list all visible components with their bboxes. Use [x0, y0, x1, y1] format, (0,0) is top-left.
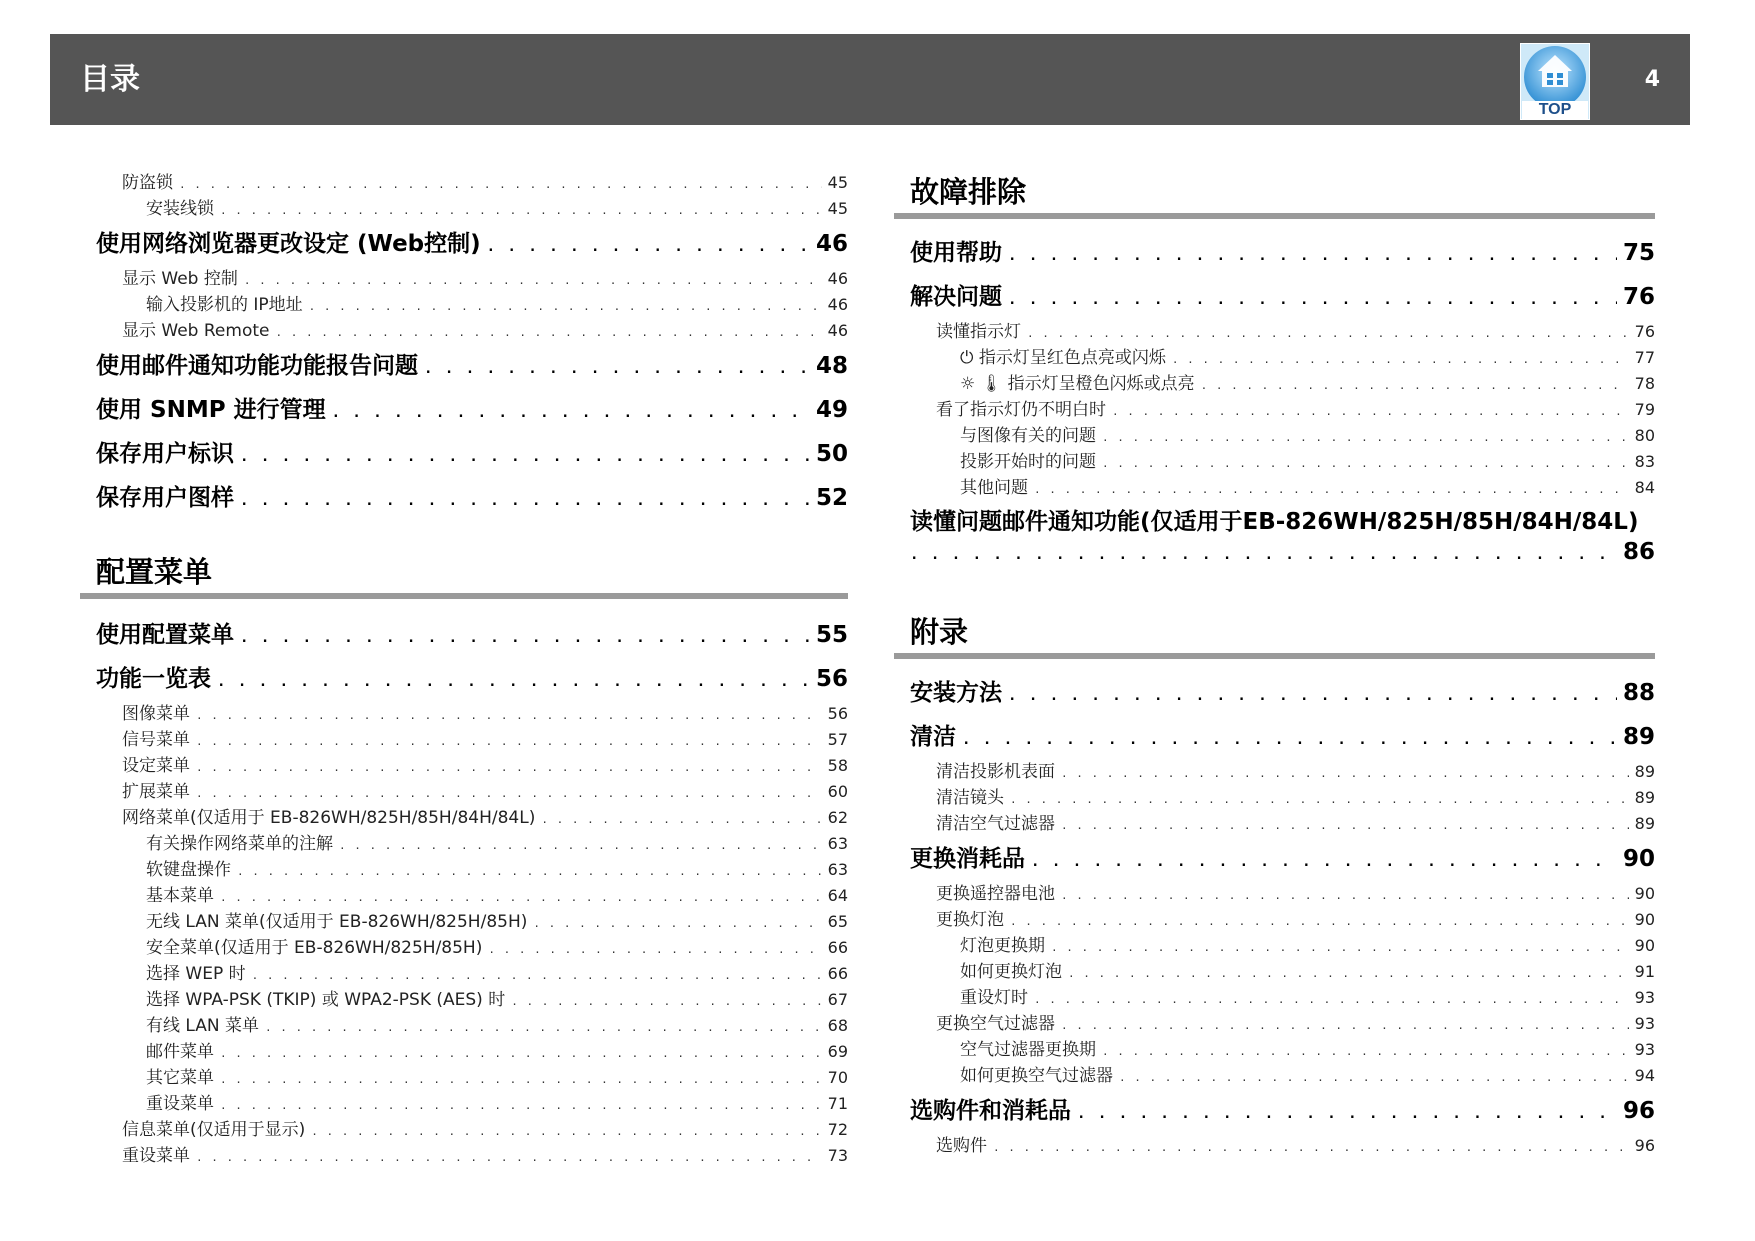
toc-entry-title: 邮件菜单	[146, 1042, 214, 1062]
dot-leader	[1034, 987, 1629, 1013]
toc-entry-title: 使用帮助	[910, 240, 1002, 266]
toc-entry[interactable]	[910, 959, 1655, 985]
dot-leader	[220, 1067, 822, 1093]
toc-entry-page: 76	[1622, 284, 1655, 310]
dot-leader	[309, 294, 822, 320]
toc-right-column	[910, 170, 1655, 1159]
toc-entry[interactable]	[96, 987, 848, 1013]
dot-leader	[1077, 1092, 1617, 1136]
toc-entry-page: 78	[1634, 374, 1655, 393]
toc-entry-title: ☼ 🌡 指示灯呈橙色闪烁或点亮	[960, 374, 1195, 394]
toc-entry-title: 有关操作网络菜单的注解	[146, 834, 333, 854]
toc-entry-title: 清洁	[910, 724, 956, 750]
toc-entry[interactable]	[910, 811, 1655, 837]
dot-leader	[488, 937, 821, 963]
toc-entry-title: 扩展菜单	[122, 782, 190, 802]
toc-entry[interactable]	[96, 1091, 848, 1117]
toc-entry[interactable]	[96, 961, 848, 987]
toc-entry-title: 软键盘操作	[146, 860, 231, 880]
toc-entry-page: 89	[1634, 788, 1655, 807]
toc-entry[interactable]	[910, 785, 1655, 811]
toc-entry-page: 66	[827, 964, 848, 983]
toc-entry-page: 90	[1634, 884, 1655, 903]
toc-entry-title: 安装线锁	[146, 199, 214, 219]
toc-entry-title: 清洁空气过滤器	[936, 814, 1055, 834]
section-heading-appendix: 附录	[894, 610, 1655, 659]
toc-entry-title: 安全菜单(仅适用于 EB-826WH/825H/85H)	[146, 938, 483, 958]
page-title: 目录	[80, 62, 140, 97]
toc-entry-page: 63	[827, 860, 848, 879]
toc-entry-page: 94	[1634, 1066, 1655, 1085]
toc-list	[910, 671, 1655, 1159]
dot-leader	[487, 225, 810, 269]
toc-entry-page: 46	[827, 321, 848, 340]
toc-entry-title: 空气过滤器更换期	[960, 1040, 1096, 1060]
toc-entry[interactable]	[96, 222, 848, 266]
toc-entry-page: 93	[1634, 1014, 1655, 1033]
toc-entry-page: 93	[1634, 1040, 1655, 1059]
dot-leader	[237, 859, 822, 885]
toc-entry-title: 读懂指示灯	[936, 322, 1021, 342]
dot-leader	[265, 1015, 822, 1041]
toc-entry[interactable]	[910, 907, 1655, 933]
section-heading-troubleshooting: 故障排除	[894, 170, 1655, 219]
toc-entry-title: 使用邮件通知功能功能报告问题	[96, 353, 418, 379]
dot-leader	[252, 963, 822, 989]
toc-entry[interactable]	[96, 753, 848, 779]
toc-entry-page: 70	[827, 1068, 848, 1087]
toc-entry[interactable]	[96, 727, 848, 753]
toc-entry-page: 84	[1634, 478, 1655, 497]
dot-leader	[1102, 425, 1629, 451]
toc-entry-page: 79	[1634, 400, 1655, 419]
dot-leader	[1112, 399, 1629, 425]
dot-leader	[220, 198, 822, 224]
toc-entry[interactable]	[910, 397, 1655, 423]
toc-entry[interactable]	[96, 805, 848, 831]
toc-entry[interactable]	[96, 292, 848, 318]
toc-entry[interactable]	[910, 837, 1655, 881]
toc-entry[interactable]	[910, 449, 1655, 475]
dot-leader	[275, 320, 821, 346]
toc-entry-title: 清洁投影机表面	[936, 762, 1055, 782]
toc-entry[interactable]	[96, 857, 848, 883]
toc-left-column	[96, 170, 848, 1169]
dot-leader	[196, 1145, 822, 1171]
toc-entry-page: 50	[815, 441, 848, 467]
toc-entry-title: 投影开始时的问题	[960, 452, 1096, 472]
toc-entry-title: 安装方法	[910, 680, 1002, 706]
toc-entry-title: 看了指示灯仍不明白时	[936, 400, 1106, 420]
toc-entry-page: 52	[815, 485, 848, 511]
toc-entry-title: 如何更换灯泡	[960, 962, 1062, 982]
toc-entry-title: 显示 Web Remote	[122, 321, 270, 341]
toc-entry[interactable]	[910, 1037, 1655, 1063]
toc-entry-title: 更换消耗品	[910, 846, 1025, 872]
dot-leader	[1010, 909, 1629, 935]
toc-entry-page: 83	[1634, 452, 1655, 471]
toc-entry-title: 更换灯泡	[936, 910, 1004, 930]
toc-entry-page: 45	[827, 173, 848, 192]
toc-entry-page: 66	[827, 938, 848, 957]
toc-entry[interactable]	[910, 715, 1655, 759]
dot-leader	[179, 172, 822, 198]
toc-entry-page: 62	[827, 808, 848, 827]
toc-entry-title: 图像菜单	[122, 704, 190, 724]
toc-entry-title: 读懂问题邮件通知功能(仅适用于EB-826WH/825H/85H/84H/84L)	[910, 509, 1639, 535]
toc-entry[interactable]	[96, 266, 848, 292]
toc-entry-title: 输入投影机的 IP地址	[146, 295, 303, 315]
dot-leader	[244, 268, 822, 294]
toc-entry-page: 69	[827, 1042, 848, 1061]
toc-entry[interactable]	[96, 831, 848, 857]
toc-entry[interactable]	[910, 319, 1655, 345]
toc-entry-page: 49	[815, 397, 848, 423]
toc-entry-title: 其它菜单	[146, 1068, 214, 1088]
dot-leader	[1061, 761, 1629, 787]
toc-entry-page: 63	[827, 834, 848, 853]
toc-entry-page: 68	[827, 1016, 848, 1035]
toc-entry-title: 使用 SNMP 进行管理	[96, 397, 326, 423]
toc-entry-page: 90	[1634, 936, 1655, 955]
toc-entry[interactable]	[910, 985, 1655, 1011]
dot-leader	[240, 479, 810, 523]
toc-entry-title: 如何更换空气过滤器	[960, 1066, 1113, 1086]
toc-entry[interactable]	[910, 933, 1655, 959]
toc-entry[interactable]	[96, 613, 848, 657]
toc-entry-title: 更换遥控器电池	[936, 884, 1055, 904]
dot-leader	[541, 807, 821, 833]
dot-leader	[311, 1119, 821, 1145]
toc-entry[interactable]	[96, 1065, 848, 1091]
toc-entry-title: 选择 WEP 时	[146, 964, 246, 984]
toc-entry-title: 选购件和消耗品	[910, 1098, 1071, 1124]
toc-list	[96, 613, 848, 1169]
dot-leader	[1201, 373, 1629, 399]
toc-entry-page: 91	[1634, 962, 1655, 981]
dot-leader	[511, 989, 821, 1015]
dot-leader	[1027, 321, 1629, 347]
toc-entry-title: 解决问题	[910, 284, 1002, 310]
dot-leader	[1102, 1039, 1629, 1065]
toc-entry-title: 保存用户图样	[96, 485, 234, 511]
toc-entry-page: 77	[1634, 348, 1655, 367]
toc-entry-title: 信息菜单(仅适用于显示)	[122, 1120, 306, 1140]
section-heading-config-menu: 配置菜单	[80, 550, 848, 599]
toc-entry-page: 76	[1634, 322, 1655, 341]
toc-entry-title: 信号菜单	[122, 730, 190, 750]
toc-entry[interactable]	[96, 779, 848, 805]
toc-entry-title: 保存用户标识	[96, 441, 234, 467]
toc-entry-page: 90	[1622, 846, 1655, 872]
dot-leader	[220, 885, 822, 911]
toc-entry[interactable]	[96, 344, 848, 388]
toc-entry[interactable]	[910, 1063, 1655, 1089]
dot-leader	[1031, 840, 1617, 884]
toc-entry[interactable]	[910, 371, 1655, 397]
toc-entry-title: 其他问题	[960, 478, 1028, 498]
toc-entry-page: 56	[827, 704, 848, 723]
dot-leader	[533, 911, 821, 937]
toc-entry-page: 89	[1634, 814, 1655, 833]
dot-leader	[240, 435, 810, 479]
toc-entry-title: 使用网络浏览器更改设定 (Web控制)	[96, 231, 481, 257]
toc-entry-title: 设定菜单	[122, 756, 190, 776]
dot-leader	[424, 347, 810, 391]
toc-entry-page: 46	[827, 295, 848, 314]
dot-leader	[1010, 787, 1629, 813]
toc-entry-page: 89	[1634, 762, 1655, 781]
toc-entry-page: 45	[827, 199, 848, 218]
toc-entry[interactable]	[910, 1133, 1655, 1159]
toc-entry-title: 与图像有关的问题	[960, 426, 1096, 446]
dot-leader	[1061, 883, 1629, 909]
toc-entry-page: 64	[827, 886, 848, 905]
toc-entry[interactable]	[96, 883, 848, 909]
dot-leader	[1051, 935, 1629, 961]
toc-entry[interactable]	[910, 345, 1655, 371]
toc-entry-page: 90	[1634, 910, 1655, 929]
toc-entry[interactable]	[910, 881, 1655, 907]
toc-entry[interactable]	[910, 501, 1655, 570]
dot-leader	[910, 540, 1617, 570]
toc-entry-page: 80	[1634, 426, 1655, 445]
toc-entry[interactable]	[910, 423, 1655, 449]
toc-entry-page: 93	[1634, 988, 1655, 1007]
toc-entry[interactable]	[96, 1143, 848, 1169]
toc-entry-page: 75	[1622, 240, 1655, 266]
toc-entry-page: 89	[1622, 724, 1655, 750]
dot-leader	[220, 1041, 822, 1067]
toc-entry-page: 58	[827, 756, 848, 775]
dot-leader	[1061, 1013, 1629, 1039]
toc-entry-title: 基本菜单	[146, 886, 214, 906]
toc-entry-page: 73	[827, 1146, 848, 1165]
dot-leader	[220, 1093, 822, 1119]
dot-leader	[240, 616, 810, 660]
toc-entry-page: 55	[815, 622, 848, 648]
toc-entry-page: 88	[1622, 680, 1655, 706]
header-banner	[50, 34, 1690, 125]
toc-entry-page: 96	[1634, 1136, 1655, 1155]
dot-leader	[1008, 234, 1617, 278]
toc-entry-title: 重设菜单	[122, 1146, 190, 1166]
top-label: TOP	[1538, 101, 1572, 118]
toc-entry-title: ⏻ 指示灯呈红色点亮或闪烁	[960, 348, 1166, 368]
toc-entry-title: 功能一览表	[96, 666, 211, 692]
toc-entry-page: 60	[827, 782, 848, 801]
toc-entry-title: 无线 LAN 菜单(仅适用于 EB-826WH/825H/85H)	[146, 912, 528, 932]
dot-leader	[993, 1135, 1629, 1161]
dot-leader	[1172, 347, 1629, 373]
dot-leader	[196, 781, 822, 807]
toc-entry[interactable]	[96, 1117, 848, 1143]
toc-entry-title: 选购件	[936, 1136, 987, 1156]
toc-entry-title: 重设菜单	[146, 1094, 214, 1114]
toc-entry-title: 有线 LAN 菜单	[146, 1016, 260, 1036]
toc-entry[interactable]	[96, 318, 848, 344]
toc-entry-title: 选择 WPA-PSK (TKIP) 或 WPA2-PSK (AES) 时	[146, 990, 506, 1010]
toc-entry-page: 71	[827, 1094, 848, 1113]
dot-leader	[339, 833, 822, 859]
dot-leader	[1034, 477, 1629, 503]
dot-leader	[332, 391, 810, 435]
toc-entry[interactable]	[96, 935, 848, 961]
toc-entry[interactable]	[910, 759, 1655, 785]
toc-entry-page: 86	[1622, 539, 1655, 565]
toc-entry-page: 67	[827, 990, 848, 1009]
dot-leader	[1068, 961, 1629, 987]
toc-entry[interactable]	[96, 170, 848, 196]
toc-entry-page: 96	[1622, 1098, 1655, 1124]
dot-leader	[196, 729, 822, 755]
toc-entry-title: 防盗锁	[122, 173, 173, 193]
top-button[interactable]	[1520, 43, 1590, 120]
page-number: 4	[1644, 67, 1660, 92]
toc-entry[interactable]	[96, 1039, 848, 1065]
toc-entry[interactable]	[96, 388, 848, 432]
dot-leader	[217, 660, 810, 704]
dot-leader	[1061, 813, 1629, 839]
toc-entry[interactable]	[96, 657, 848, 701]
toc-entry-page: 46	[827, 269, 848, 288]
toc-entry[interactable]	[910, 1011, 1655, 1037]
toc-entry-page: 57	[827, 730, 848, 749]
toc-entry-page: 46	[815, 231, 848, 257]
toc-entry[interactable]	[910, 1089, 1655, 1133]
dot-leader	[1008, 674, 1617, 718]
toc-entry[interactable]	[910, 671, 1655, 715]
toc-entry-title: 显示 Web 控制	[122, 269, 238, 289]
toc-entry[interactable]	[96, 432, 848, 476]
dot-leader	[1102, 451, 1629, 477]
toc-entry[interactable]	[910, 475, 1655, 501]
dot-leader	[196, 703, 822, 729]
toc-entry-page: 56	[815, 666, 848, 692]
toc-entry-page: 72	[827, 1120, 848, 1139]
toc-entry[interactable]	[910, 275, 1655, 319]
toc-entry[interactable]	[96, 196, 848, 222]
toc-list	[910, 231, 1655, 570]
toc-entry[interactable]	[96, 909, 848, 935]
toc-entry-title: 重设灯时	[960, 988, 1028, 1008]
toc-entry-page: 65	[827, 912, 848, 931]
toc-entry-title: 网络菜单(仅适用于 EB-826WH/825H/85H/84H/84L)	[122, 808, 536, 828]
dot-leader	[1008, 278, 1617, 322]
toc-entry[interactable]	[96, 1013, 848, 1039]
dot-leader	[196, 755, 822, 781]
dot-leader	[962, 718, 1617, 762]
toc-list	[96, 170, 848, 520]
toc-entry[interactable]	[96, 701, 848, 727]
toc-entry-title: 清洁镜头	[936, 788, 1004, 808]
toc-entry-title: 使用配置菜单	[96, 622, 234, 648]
toc-entry-title: 灯泡更换期	[960, 936, 1045, 956]
toc-entry[interactable]	[96, 476, 848, 520]
toc-entry-title: 更换空气过滤器	[936, 1014, 1055, 1034]
dot-leader	[1119, 1065, 1629, 1091]
toc-entry[interactable]	[910, 231, 1655, 275]
toc-entry-page: 48	[815, 353, 848, 379]
